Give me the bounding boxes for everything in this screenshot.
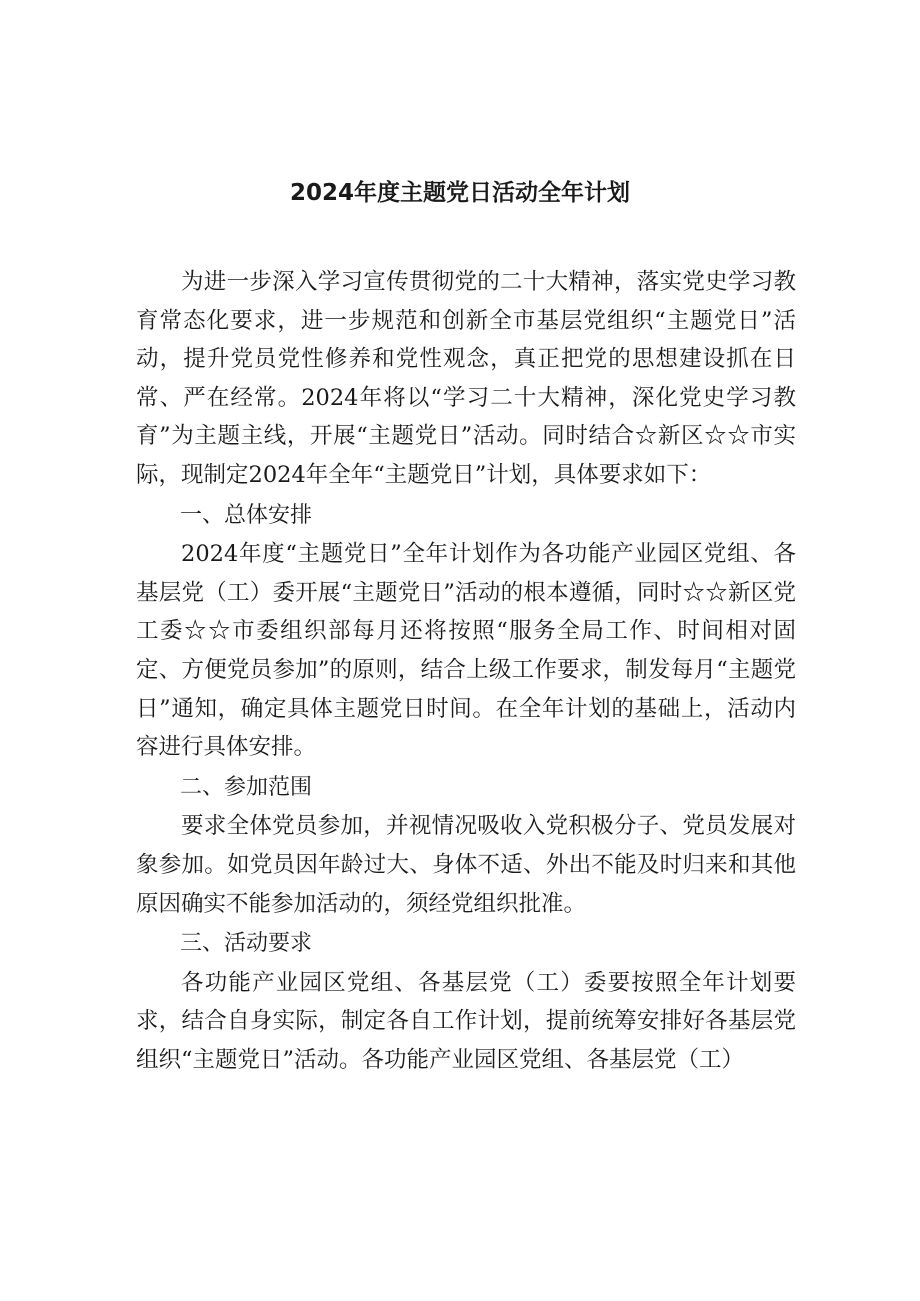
section-heading-activity-requirements: 三、活动要求	[180, 931, 313, 957]
document-body	[136, 263, 796, 1079]
section-heading-overall-arrangement: 一、总体安排	[180, 502, 313, 528]
section-paragraph-participation-scope: 要求全体党员参加，并视情况吸收入党积极分子、党员发展对象参加。如党员因年龄过大、身体不适、外出不能及时归来和其他原因确实不能参加活动的，须经党组织批准。	[136, 813, 796, 917]
section-paragraph-activity-requirements: 各功能产业园区党组、各基层党（工）委要按照全年计划要求，结合自身实际，制定各自工作计划，提前统筹安排好各基层党组织“主题党日”活动。各功能产业园区党组、各基层党（工）	[136, 969, 796, 1073]
section-paragraph-overall-arrangement: 2024年度“主题党日”全年计划作为各功能产业园区党组、各基层党（工）委开展“主题党日”活动的根本遵循，同时☆☆新区党工委☆☆市委组织部每月还将按照“服务全局工作、时间相对固定、方便党员参加”的原则，结合上级工作要求，制发每月“主题党日”通知，确定具体主题党日时间。在全年计划的基础上，活动内容进行具体安排。	[136, 541, 796, 761]
document-title: 2024年度主题党日活动全年计划	[289, 180, 630, 206]
intro-paragraph: 为进一步深入学习宣传贯彻党的二十大精神，落实党史学习教育常态化要求，进一步规范和创新全市基层党组织“主题党日”活动，提升党员党性修养和党性观念，真正把党的思想建设抓在日常、严在经常。2024年将以“学习二十大精神，深化党史学习教育”为主题主线，开展“主题党日”活动。同时结合☆新区☆☆市实际，现制定2024年全年“主题党日”计划，具体要求如下：	[136, 269, 796, 488]
section-heading-participation-scope: 二、参加范围	[180, 774, 313, 800]
